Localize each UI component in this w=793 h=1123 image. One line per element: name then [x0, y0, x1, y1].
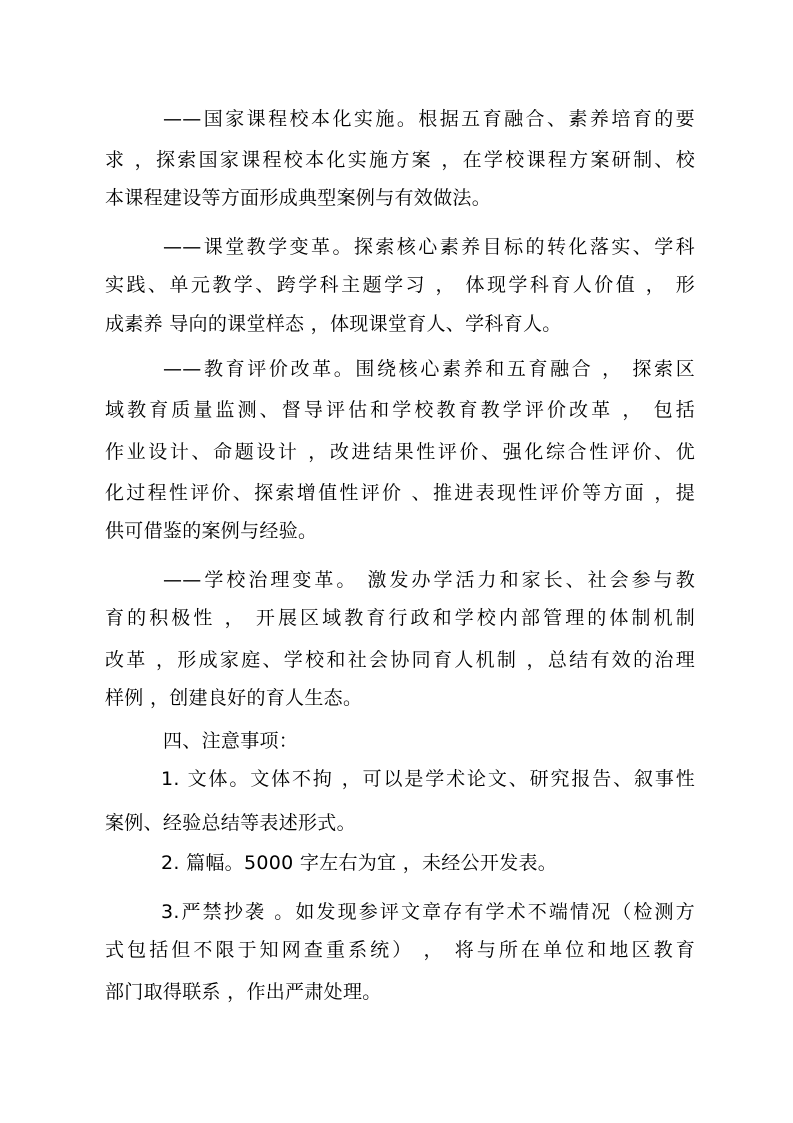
text-line: 改革 ，形成家庭、学校和社会协同育人机制 ，总结有效的治理	[105, 649, 695, 671]
text-line: ——国家课程校本化实施。根据五育融合、素养培育的要	[163, 108, 695, 130]
text-line: 域教育质量监测、督导评估和学校教育教学评价改革 ， 包括	[105, 399, 695, 421]
text-line: 1. 文体。文体不拘 ，可以是学术论文、研究报告、叙事性	[161, 768, 695, 790]
text-line: 求 ，探索国家课程校本化实施方案 ，在学校课程方案研制、校	[105, 149, 695, 171]
text-line: 案例、经验总结等表述形式。	[105, 812, 356, 834]
text-line: 育的积极性 ， 开展区域教育行政和学校内部管理的体制机制	[105, 607, 695, 629]
text-line: 化过程性评价、探索增值性评价 、推进表现性评价等方面 ，提	[105, 482, 695, 504]
text-line: ——学校治理变革。 激发办学活力和家长、社会参与教	[163, 569, 695, 591]
text-line: 式包括但不限于知网查重系统） ， 将与所在单位和地区教育	[105, 939, 695, 961]
section-heading: 四、注意事项：	[163, 730, 299, 752]
text-line: 成素养 导向的课堂样态 ，体现课堂育人、学科育人。	[105, 313, 562, 335]
text-line: 实践、单元教学、跨学科主题学习 ， 体现学科育人价值 ， 形	[105, 274, 695, 296]
text-line: 供可借鉴的案例与经验。	[105, 520, 318, 542]
text-line: ——教育评价改革。围绕核心素养和五育融合 ， 探索区	[163, 358, 695, 380]
text-line: 2. 篇幅。5000 字左右为宜 ，未经公开发表。	[161, 852, 558, 874]
text-line: 样例 ，创建良好的育人生态。	[105, 687, 363, 709]
text-line: 作业设计、命题设计 ，改进结果性评价、强化综合性评价、优	[105, 441, 695, 463]
text-line: 部门取得联系 ，作出严肃处理。	[105, 981, 382, 1003]
text-line: ——课堂教学变革。探索核心素养目标的转化落实、学科	[163, 236, 695, 258]
text-line: 本课程建设等方面形成典型案例与有效做法。	[105, 187, 492, 209]
text-line: 3.严禁抄袭 。如发现参评文章存有学术不端情况（检测方	[161, 901, 695, 923]
